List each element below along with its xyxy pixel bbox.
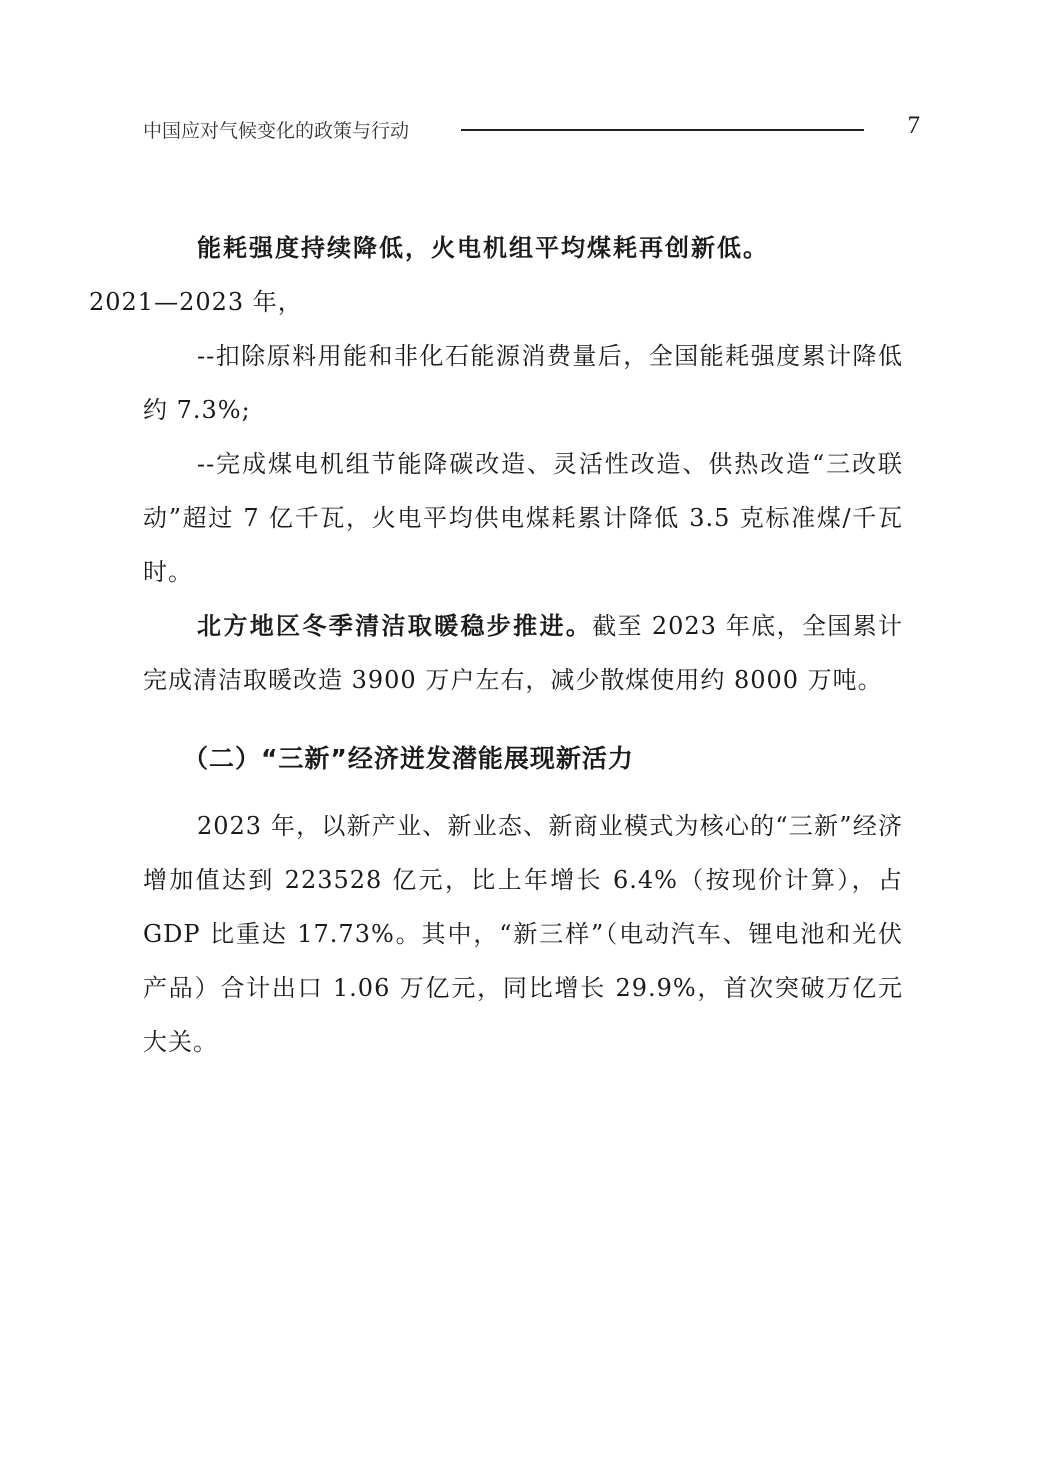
bullet-energy-intensity: --扣除原料用能和非化石能源消费量后，全国能耗强度累计降低约 7.3%;: [143, 342, 903, 424]
paragraph-energy-intensity: [89, 221, 903, 329]
running-header: [143, 112, 920, 148]
header-rule: [461, 129, 864, 131]
paragraph-date: 2021—2023 年，: [89, 288, 303, 316]
paragraph-new-economy: 2023 年，以新产业、新业态、新商业模式为核心的“三新”经济增加值达到 223528 亿元，比上年增长 6.4%（按现价计算），占 GDP 比重达 17.73%。其中，“新三样”（电动汽车、锂电池和光伏产品）合计出口 1.06 万亿元，同比增长 29.9%，首次突破万亿元大关。: [143, 812, 903, 1056]
paragraph-lead: 北方地区冬季清洁取暖稳步推进。: [197, 612, 593, 640]
section-heading: （二）“三新”经济迸发潜能展现新活力: [183, 744, 634, 773]
page-body: [89, 221, 904, 1069]
page-number: 7: [907, 112, 920, 139]
header-title: 中国应对气候变化的政策与行动: [143, 120, 410, 142]
paragraph-lead: 能耗强度持续降低，火电机组平均煤耗再创新低。: [197, 234, 769, 262]
paragraph-clean-heating: [143, 599, 903, 707]
bullet-coal-power-retrofit: --完成煤电机组节能降碳改造、灵活性改造、供热改造“三改联动”超过 7 亿千瓦，火电平均供电煤耗累计降低 3.5 克标准煤/千瓦时。: [143, 450, 903, 586]
paragraph-text: 截至 2023 年底，全国累计完成清洁取暖改造 3900 万户左右，减少散煤使用约 8000 万吨。: [143, 612, 904, 694]
